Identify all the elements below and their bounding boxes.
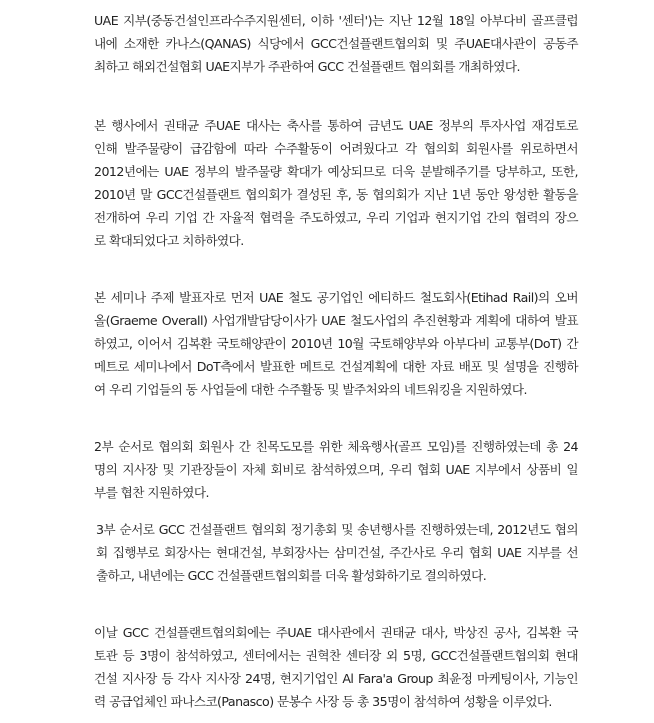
text-line: 본 세미나 주제 발표자로 먼저 UAE 철도 공기업인 에티하드 철도회사(Etihad Rail)의 오버 — [94, 290, 578, 305]
text-line: 토관 등 3명이 참석하였고, 센터에서는 권혁찬 센터장 외 5명, GCC건설플랜트협의회 현대 — [94, 648, 578, 663]
text-line: 부를 협찬 지원하였다. — [94, 485, 209, 500]
text-line: 이날 GCC 건설플랜트협의회에는 주UAE 대사관에서 권태균 대사, 박상진 공사, 김복환 국 — [94, 625, 578, 640]
paragraph-attendees — [94, 621, 578, 713]
text-line: 3부 순서로 GCC 건설플랜트 협의회 정기총회 및 송년행사를 진행하였는데, 2012년도 협의 — [96, 522, 578, 537]
text-line: 출하고, 내년에는 GCC 건설플랜트협의회를 더욱 활성화하기로 결의하였다. — [96, 568, 487, 583]
text-line: 전개하여 우리 기업 간 자율적 협력을 주도하였고, 우리 기업과 현지기업 간의 협력의 장으 — [94, 210, 578, 225]
text-line: 본 행사에서 권태균 주UAE 대사는 축사를 통하여 금년도 UAE 정부의 투자사업 재검토로 — [94, 118, 578, 133]
document-body — [94, 9, 578, 713]
paragraph-general-assembly — [94, 518, 578, 587]
text-line: 건설 지사장 등 각사 지사장 24명, 현지기업인 Al Fara'a Group 최윤정 마케팅이사, 기능인 — [94, 671, 578, 686]
paragraph-council-meeting — [94, 9, 578, 78]
text-line: 2부 순서로 협의회 회원사 간 친목도모를 위한 체육행사(골프 모임)를 진행하였는데 총 24 — [94, 439, 578, 454]
text-line: 력 공급업체인 파나스코(Panasco) 문봉수 사장 등 총 35명이 참석하여 성황을 이루었다. — [94, 694, 552, 709]
text-line: 회 집행부로 회장사는 현대건설, 부회장사는 삼미건설, 주간사로 우리 협회 UAE 지부를 선 — [96, 545, 578, 560]
paragraph-ambassador-speech — [94, 114, 578, 252]
text-line: 명의 지사장 및 기관장들이 자체 회비로 참석하였으며, 우리 협회 UAE 지부에서 상품비 일 — [94, 462, 578, 477]
text-line: 메트로 세미나에서 DoT측에서 발표한 메트로 건설계획에 대한 자료 배포 및 설명을 진행하 — [94, 359, 578, 374]
text-line: 최하고 해외건설협회 UAE지부가 주관하여 GCC 건설플랜트 협의회를 개최하였다. — [94, 59, 520, 74]
text-line: 내에 소재한 카나스(QANAS) 식당에서 GCC건설플랜트협의회 및 주UAE대사관이 공동주 — [94, 36, 578, 51]
text-line: 로 확대되었다고 치하하였다. — [94, 233, 244, 248]
text-line: 하였고, 이어서 김복환 국토해양관이 2010년 10월 국토해양부와 아부다비 교통부(DoT) 간 — [94, 336, 578, 351]
text-line: 2010년 말 GCC건설플랜트 협의회가 결성된 후, 동 협의회가 지난 1년 동안 왕성한 활동을 — [94, 187, 578, 202]
paragraph-golf-event — [94, 435, 578, 504]
text-line: 2012년에는 UAE 정부의 발주물량 확대가 예상되므로 더욱 분발해주기를 당부하고, 또한, — [94, 164, 578, 179]
text-line: 인해 발주물량이 급감함에 따라 수주활동이 어려웠다고 각 협의회 회원사를 위로하면서 — [94, 141, 578, 156]
paragraph-seminar — [94, 286, 578, 401]
text-line: 올(Graeme Overall) 사업개발담당이사가 UAE 철도사업의 추진현황과 계획에 대하여 발표 — [94, 313, 578, 328]
text-line: 여 우리 기업들의 동 사업들에 대한 수주활동 및 발주처와의 네트워킹을 지원하였다. — [94, 382, 527, 397]
text-line: UAE 지부(중동건설인프라수주지원센터, 이하 '센터')는 지난 12월 18일 아부다비 골프클럽 — [94, 13, 578, 28]
